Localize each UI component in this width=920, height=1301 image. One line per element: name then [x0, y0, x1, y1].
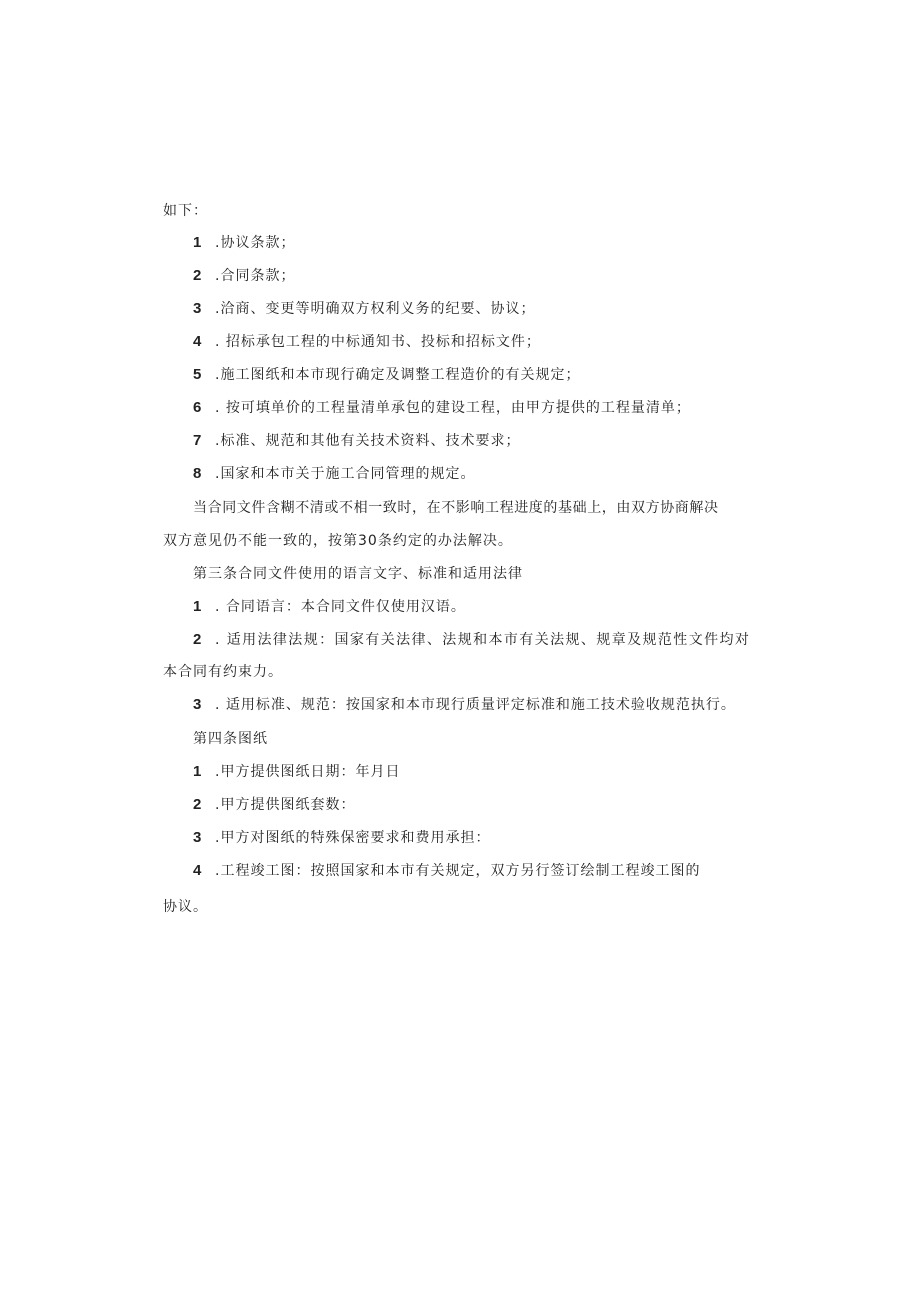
- list-item: [193, 299, 535, 319]
- item-number: 4: [193, 862, 202, 879]
- item-number: 2: [193, 267, 202, 284]
- list-item: [193, 695, 736, 715]
- list-item: [193, 861, 700, 881]
- item-text: .国家和本市关于施工合同管理的规定。: [215, 466, 476, 482]
- list-item-continuation: 本合同有约束力。: [163, 664, 283, 680]
- list-item-continuation: 协议。: [163, 899, 208, 915]
- item-text: .协议条款；: [215, 235, 296, 251]
- item-number: 1: [193, 234, 202, 251]
- paragraph-conflict-line2: 双方意见仍不能一致的，按第30条约定的办法解决。: [163, 533, 513, 549]
- item-text: . 适用法律法规：国家有关法律、法规和本市有关法规、规章及规范性文件均对: [215, 632, 751, 648]
- item-text: . 适用标准、规范：按国家和本市现行质量评定标准和施工技术验收规范执行。: [215, 697, 736, 713]
- item-text: .甲方提供图纸套数：: [215, 797, 356, 813]
- item-text: . 招标承包工程的中标通知书、投标和招标文件；: [215, 334, 541, 350]
- item-text: .工程竣工图：按照国家和本市有关规定，双方另行签订绘制工程竣工图的: [215, 863, 701, 879]
- item-number: 7: [193, 432, 202, 449]
- article-3-title: 第三条合同文件使用的语言文字、标准和适用法律: [193, 566, 523, 582]
- list-item: [193, 431, 520, 451]
- item-text: .标准、规范和其他有关技术资料、技术要求；: [215, 433, 521, 449]
- item-text: .洽商、变更等明确双方权利义务的纪要、协议；: [215, 301, 536, 317]
- list-item: [193, 795, 355, 815]
- item-number: 2: [193, 631, 202, 648]
- item-text: .甲方提供图纸日期：年月日: [215, 764, 401, 780]
- item-number: 1: [193, 598, 202, 615]
- item-number: 1: [193, 763, 202, 780]
- item-number: 5: [193, 366, 202, 383]
- article-4-title: 第四条图纸: [193, 731, 268, 747]
- item-text: .合同条款；: [215, 268, 296, 284]
- list-item: [193, 233, 295, 253]
- list-item: [193, 398, 691, 418]
- item-text: .甲方对图纸的特殊保密要求和费用承担：: [215, 830, 491, 846]
- item-number: 3: [193, 696, 202, 713]
- item-number: 2: [193, 796, 202, 813]
- item-text: .施工图纸和本市现行确定及调整工程造价的有关规定；: [215, 367, 581, 383]
- item-text: . 合同语言：本合同文件仅使用汉语。: [215, 599, 466, 615]
- list-item: [193, 828, 490, 848]
- list-item: [193, 464, 475, 484]
- list-item: [193, 365, 580, 385]
- list-item: [193, 762, 400, 782]
- item-number: 3: [193, 300, 202, 317]
- item-number: 3: [193, 829, 202, 846]
- item-text: . 按可填单价的工程量清单承包的建设工程，由甲方提供的工程量清单；: [215, 400, 691, 416]
- paragraph-conflict-line1: 当合同文件含糊不清或不相一致时，在不影响工程进度的基础上，由双方协商解决: [193, 500, 719, 516]
- list-item: [193, 630, 750, 650]
- item-number: 8: [193, 465, 202, 482]
- item-number: 6: [193, 399, 202, 416]
- list-item: [193, 266, 295, 286]
- list-item: [193, 332, 541, 352]
- list-item: [193, 597, 466, 617]
- item-number: 4: [193, 333, 202, 350]
- intro-text: 如下：: [163, 203, 208, 219]
